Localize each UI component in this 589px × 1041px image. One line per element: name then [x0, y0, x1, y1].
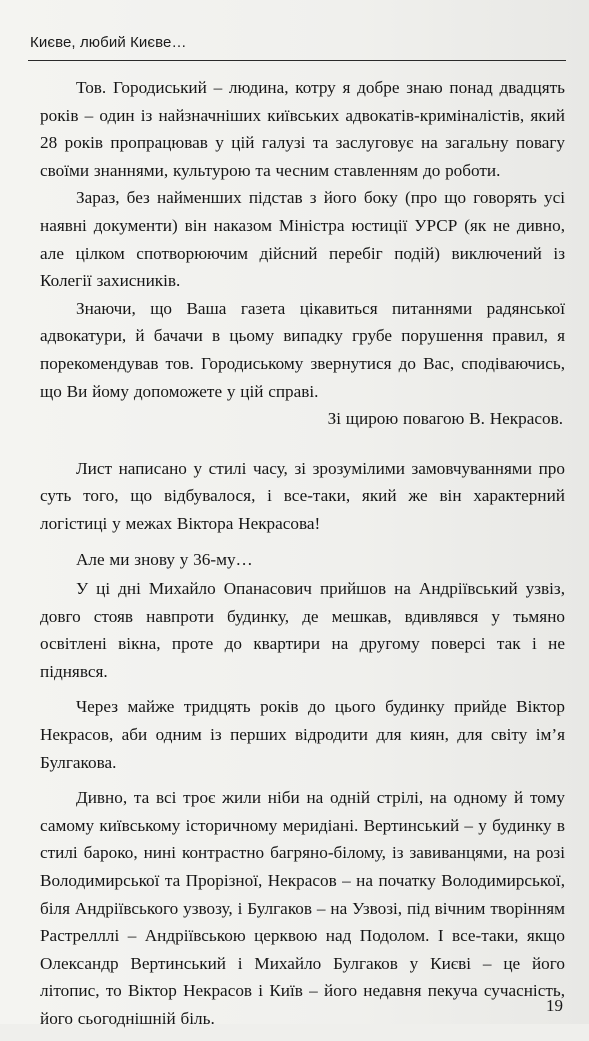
page-body — [40, 74, 565, 1041]
letter-paragraph: Знаючи, що Ваша газета цікавиться питаннями радянської адвокатури, й бачачи в цьому випадку грубе порушення правил, я порекомендував тов. Городиському звернутися до Вас, сподіваючись, що Ви йому допоможете у цій справі. — [40, 298, 565, 401]
body-paragraph: Але ми знову у 36-му… — [76, 549, 253, 569]
letter-paragraph: Тов. Городиський – людина, котру я добре знаю понад двадцять років – один із найзначніших київських адвокатів-криміналістів, який 28 років пропрацював у цій галузі та заслуговує на загальну повагу своїми знаннями, культурою та чесним ставленням до роботи. — [40, 78, 565, 180]
header-divider — [28, 60, 566, 61]
running-title: Києве, любий Києве… — [30, 34, 187, 51]
quoted-letter — [40, 74, 565, 433]
body-paragraph: У ці дні Михайло Опанасович прийшов на Андріївський узвіз, довго стояв навпроти будинку, де мешкав, вдивлявся у тьмяно освітлені вікна, проте до квартири на другому поверсі так і не піднявся. — [40, 579, 565, 681]
body-paragraph: Лист написано у стилі часу, зі зрозумілими замовчуваннями про суть того, що відбувалося, і все-таки, який же він характерний логістиці у межах Віктора Некрасова! — [40, 458, 565, 533]
narrative-text — [40, 455, 565, 1033]
letter-signature: Зі щирою повагою В. Некрасов. — [327, 409, 563, 429]
body-paragraph: Дивно, та всі троє жили ніби на одній стрілі, на одному й тому самому київському історичному меридіані. Вертинський – у будинку в стилі бароко, нині контрастно багряно-білому, із завиванцями, на розі Володимирської та Прорізної, Некрасов – на початку Володимирської, біля Андріївського узвозу, і Булгаков – на Узвозі, під вічним творінням Растрелллі – Андріївською церквою над Подолом. І все-таки, якщо Олександр Вертинський і Михайло Булгаков у Києві – це його літопис, то Віктор Некрасов і Київ – його недавня пекуча сучасність, його сьогоднішній біль. — [40, 788, 565, 1028]
letter-paragraph: Зараз, без найменших підстав з його боку (про що говорять усі наявні документи) він наказом Міністра юстиції УРСР (як не дивно, але цілком спотворюючим дійсний перебіг подій) виключений із Колегії захисників. — [40, 188, 565, 291]
page-number: 19 — [546, 996, 563, 1015]
body-paragraph: Через майже тридцять років до цього будинку прийде Віктор Некрасов, аби одним із перших відродити для киян, для світу ім’я Булгакова. — [40, 697, 565, 772]
